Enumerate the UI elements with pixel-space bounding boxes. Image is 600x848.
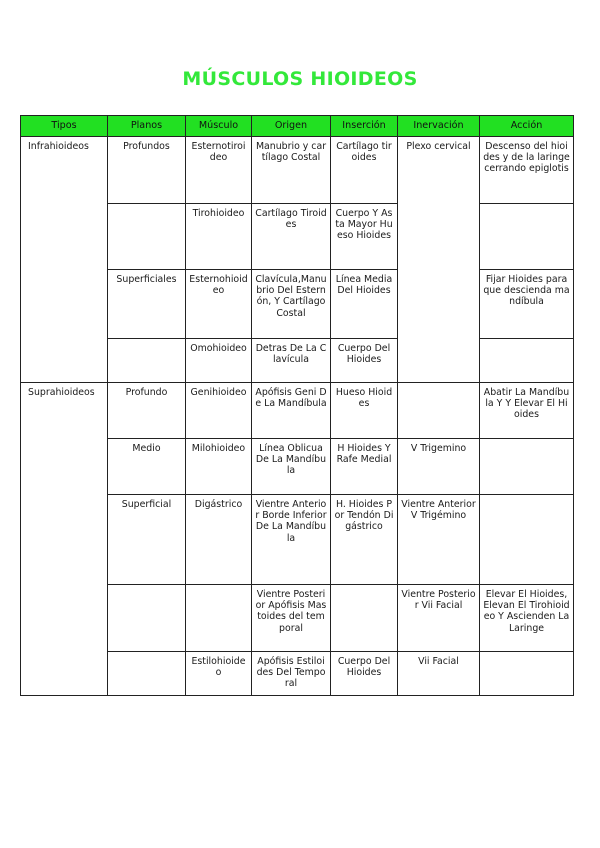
cell-inervacion: Vientre Posterior Vii Facial bbox=[398, 585, 480, 652]
cell-plano bbox=[108, 652, 186, 696]
cell-musculo bbox=[186, 585, 252, 652]
cell-insercion: H Hioides Y Rafe Medial bbox=[331, 439, 398, 495]
cell-musculo: Digástrico bbox=[186, 495, 252, 585]
cell-inervacion: Vii Facial bbox=[398, 652, 480, 696]
cell-musculo: Esternotiroideo bbox=[186, 137, 252, 204]
header-musculo: Músculo bbox=[186, 116, 252, 137]
cell-accion bbox=[480, 652, 574, 696]
cell-plano: Medio bbox=[108, 439, 186, 495]
cell-insercion: Cuerpo Del Hioides bbox=[331, 339, 398, 383]
header-insercion: Inserción bbox=[331, 116, 398, 137]
cell-origen: Vientre Posterior Apófisis Mastoides del temporal bbox=[252, 585, 331, 652]
cell-insercion: Línea Media Del Hioides bbox=[331, 270, 398, 339]
cell-musculo: Tirohioideo bbox=[186, 204, 252, 270]
header-tipos: Tipos bbox=[21, 116, 108, 137]
page-title: MÚSCULOS HIOIDEOS bbox=[182, 68, 418, 90]
cell-origen: Apófisis Estiloides Del Temporal bbox=[252, 652, 331, 696]
cell-tipo: Suprahioideos bbox=[21, 383, 108, 696]
cell-origen: Clavícula,Manubrio Del Esternón, Y Cartílago Costal bbox=[252, 270, 331, 339]
cell-insercion: Cuerpo Y Asta Mayor Hueso Hioides bbox=[331, 204, 398, 270]
cell-accion: Fijar Hioides para que descienda mandíbula bbox=[480, 270, 574, 339]
table-row bbox=[21, 137, 574, 204]
header-planos: Planos bbox=[108, 116, 186, 137]
header-origen: Origen bbox=[252, 116, 331, 137]
cell-origen: Vientre Anterior Borde Inferior De La Mandíbula bbox=[252, 495, 331, 585]
cell-musculo: Milohioideo bbox=[186, 439, 252, 495]
cell-accion bbox=[480, 439, 574, 495]
cell-inervacion: Plexo cervical bbox=[398, 137, 480, 383]
table-row bbox=[21, 383, 574, 439]
cell-musculo: Omohioideo bbox=[186, 339, 252, 383]
cell-musculo: Esternohioideo bbox=[186, 270, 252, 339]
cell-accion bbox=[480, 495, 574, 585]
cell-insercion: H. Hioides Por Tendón Digástrico bbox=[331, 495, 398, 585]
cell-plano bbox=[108, 204, 186, 270]
cell-plano: Superficiales bbox=[108, 270, 186, 339]
cell-accion bbox=[480, 204, 574, 270]
cell-plano: Profundo bbox=[108, 383, 186, 439]
cell-accion: Elevar El Hioides, Elevan El Tirohioideo Y Ascienden La Laringe bbox=[480, 585, 574, 652]
cell-origen: Apófisis Geni De La Mandíbula bbox=[252, 383, 331, 439]
cell-origen: Línea Oblicua De La Mandíbula bbox=[252, 439, 331, 495]
cell-accion: Abatir La Mandíbula Y Y Elevar El Hioides bbox=[480, 383, 574, 439]
cell-insercion: Cartílago tiroides bbox=[331, 137, 398, 204]
cell-plano bbox=[108, 339, 186, 383]
cell-origen: Manubrio y cartílago Costal bbox=[252, 137, 331, 204]
cell-plano bbox=[108, 585, 186, 652]
cell-accion bbox=[480, 339, 574, 383]
cell-plano: Superficial bbox=[108, 495, 186, 585]
cell-insercion: Cuerpo Del Hioides bbox=[331, 652, 398, 696]
cell-origen: Cartílago Tiroides bbox=[252, 204, 331, 270]
cell-inervacion: V Trigemino bbox=[398, 439, 480, 495]
header-accion: Acción bbox=[480, 116, 574, 137]
cell-musculo: Estilohioideo bbox=[186, 652, 252, 696]
cell-plano: Profundos bbox=[108, 137, 186, 204]
header-inervacion: Inervación bbox=[398, 116, 480, 137]
cell-tipo: Infrahioideos bbox=[21, 137, 108, 383]
cell-musculo: Genihioideo bbox=[186, 383, 252, 439]
cell-accion: Descenso del hioides y de la laringe cerrando epiglotis bbox=[480, 137, 574, 204]
cell-insercion bbox=[331, 585, 398, 652]
cell-origen: Detras De La Clavícula bbox=[252, 339, 331, 383]
table-header-row bbox=[21, 116, 574, 137]
cell-inervacion bbox=[398, 383, 480, 439]
cell-inervacion: Vientre Anterior V Trigémino bbox=[398, 495, 480, 585]
muscles-table bbox=[20, 115, 574, 696]
cell-insercion: Hueso Hioides bbox=[331, 383, 398, 439]
